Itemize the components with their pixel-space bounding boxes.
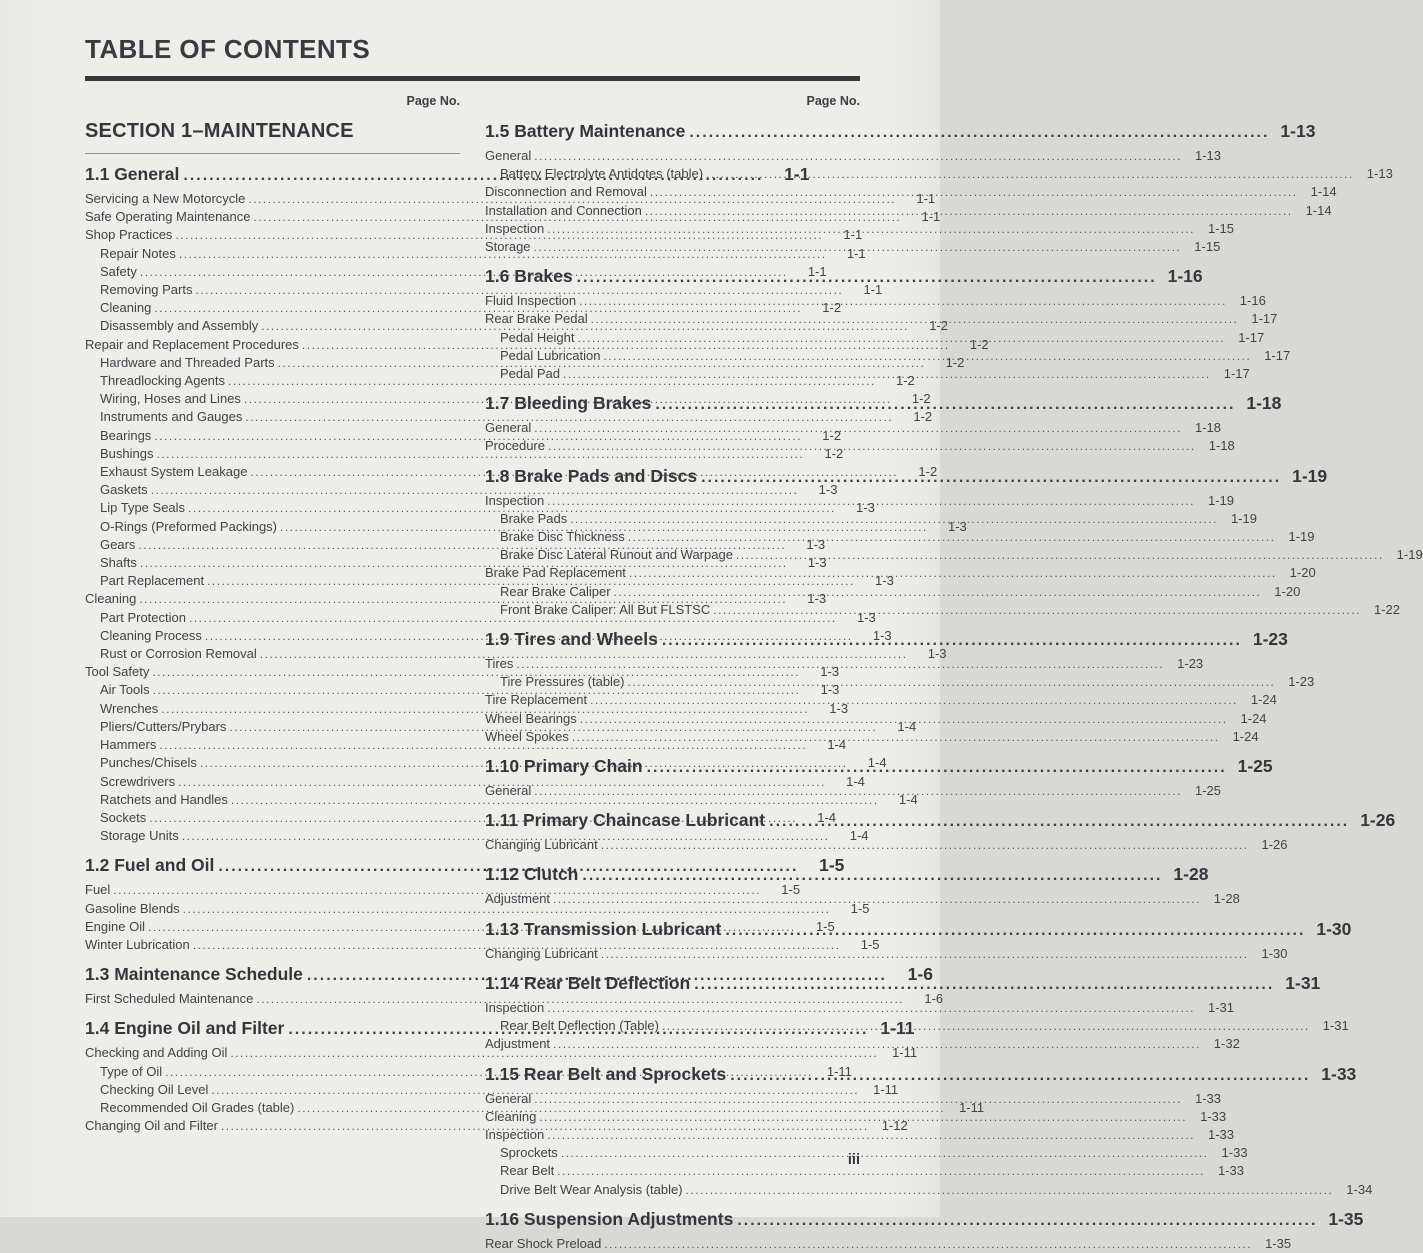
toc-entry-label: Front Brake Caliper: All But FLSTSC [500,601,711,617]
toc-entry-page: 1-25 [1194,783,1222,799]
toc-entry-page: 1-2 [929,318,948,334]
toc-entry [485,673,1315,691]
toc-entry [485,147,1222,165]
toc-entry [85,281,883,299]
toc-entry-label: Brake Pad Replacement [485,565,626,581]
toc-block-title: 1.7 Bleeding Brakes [485,393,652,414]
toc-block-heading [485,1063,1357,1087]
toc-column-right [485,94,1423,1253]
toc-block-page: 1-18 [1246,393,1282,414]
toc-entry-page: 1-11 [826,1063,852,1079]
toc-entry [85,408,933,426]
toc-entry-page: 1-4 [846,773,865,789]
toc-entry-page: 1-20 [1289,565,1316,581]
toc-block-title: 1.8 Brake Pads and Discs [485,465,698,486]
dot-leader [650,183,1298,201]
dot-leader [614,583,1262,601]
toc-entry-label: Fluid Inspection [485,293,577,309]
toc-block-page: 1-33 [1321,1063,1357,1084]
toc-block-page: 1-25 [1237,756,1273,777]
dot-leader [706,165,1354,183]
toc-entry-page: 1-17 [1264,347,1291,363]
toc-entry-page: 1-1 [843,227,863,243]
toc-entry [485,419,1222,437]
toc-columns [85,94,1423,1253]
toc-entry-page: 1-2 [822,300,842,316]
toc-entry-page: 1-4 [898,791,918,807]
toc-entry-page: 1-33 [1221,1145,1248,1161]
dot-leader [553,890,1201,908]
dot-leader [534,147,1182,165]
toc-entry-label: Inspection [485,492,545,508]
toc-block-heading [485,120,1316,144]
toc-entry-label: Brake Disc Lateral Runout and Warpage [500,547,733,563]
toc-entry-page: 1-2 [913,409,933,425]
toc-entry-page: 1-23 [1288,674,1315,690]
toc-entry-label: Type of Oil [100,1063,163,1079]
toc-block-page: 1-28 [1173,864,1209,885]
dot-leader [557,1162,1205,1180]
toc-entry-page: 1-33 [1194,1090,1222,1106]
toc-entry-label: Air Tools [100,682,150,698]
toc-entry-label: Exhaust System Leakage [100,464,248,480]
toc-entry-label: Tire Pressures (table) [500,674,625,690]
toc-entry-page: 1-5 [860,936,880,952]
dot-leader [572,728,1220,746]
toc-entry-page: 1-16 [1239,293,1266,309]
toc-entry [485,546,1423,564]
toc-entry [485,202,1332,220]
dot-leader [689,120,1269,144]
toc-entry-page: 1-35 [1265,1235,1292,1251]
toc-entry-label: Hammers [100,737,157,753]
toc-entry-page: 1-24 [1240,710,1267,726]
toc-entry [485,238,1221,256]
dot-leader [534,1090,1182,1108]
dot-leader [725,918,1305,942]
toc-entry-page: 1-1 [846,245,866,261]
toc-entry-label: Storage Units [100,828,179,844]
toc-entry-page: 1-3 [856,609,876,625]
toc-entry-label: Changing Oil and Filter [85,1118,218,1134]
toc-entry-page: 1-2 [896,373,915,389]
toc-entry-label: Pedal Lubrication [500,347,601,363]
toc-entry [85,900,870,918]
dot-leader [547,1126,1195,1144]
toc-entry-page: 1-2 [969,336,989,352]
toc-entry-label: Sockets [100,809,147,825]
toc-entry-label: Part Protection [100,609,186,625]
toc-entry-page: 1-1 [807,263,827,279]
dot-leader [547,999,1195,1017]
dot-leader [601,836,1249,854]
dot-leader [645,202,1293,220]
toc-entry-label: First Scheduled Maintenance [85,991,254,1007]
toc-entry-page: 1-24 [1232,728,1259,744]
toc-entry-label: Shop Practices [85,227,173,243]
dot-leader [686,1181,1334,1199]
toc-block-heading [485,265,1203,289]
toc-entry-page: 1-32 [1213,1036,1240,1052]
toc-entry-page: 1-13 [1194,148,1222,163]
toc-block-page: 1-35 [1328,1208,1364,1229]
toc-entry-label: Servicing a New Motorcycle [85,191,246,206]
toc-entry-label: Gears [100,536,136,552]
toc-entry-page: 1-19 [1396,547,1423,563]
toc-entry-label: Changing Lubricant [485,837,598,853]
toc-block [485,120,1393,256]
toc-block-title: 1.1 General [85,164,180,184]
dot-leader [570,510,1218,528]
toc-block-title: 1.9 Tires and Wheels [485,629,658,650]
toc-entry-label: Gaskets [100,482,148,498]
toc-entry [485,691,1277,709]
toc-block-title: 1.2 Fuel and Oil [85,855,215,876]
page-no-label: Page No. [406,94,460,108]
dot-leader [655,392,1235,416]
folio-page-number: iii [847,1152,860,1168]
toc-block-title: 1.4 Engine Oil and Filter [85,1018,285,1039]
toc-block-heading [485,1208,1364,1232]
toc-entry-label: Inspection [485,999,545,1015]
toc-entry-page: 1-3 [872,627,892,643]
toc-block-page: 1-1 [784,164,810,184]
toc-entry-page: 1-2 [918,464,938,480]
toc-entry-page: 1-4 [817,809,837,825]
toc-entry-label: Installation and Connection [485,202,642,218]
toc-entry-page: 1-1 [863,282,883,298]
dot-leader [730,1063,1310,1087]
toc-entry-label: Checking and Adding Oil [85,1045,228,1061]
toc-entry-label: Hardware and Threaded Parts [100,354,275,370]
dot-leader [647,755,1227,779]
toc-entry-page: 1-3 [829,700,849,716]
dot-leader [603,347,1251,365]
dot-leader [591,310,1239,328]
toc-entry [485,528,1315,546]
toc-entry-label: Pliers/Cutters/Prybars [100,718,227,734]
dot-leader [662,628,1242,652]
toc-entry-page: 1-23 [1177,656,1204,672]
toc-entry-page: 1-4 [897,718,917,734]
dot-leader [662,1017,1310,1035]
toc-block-page: 1-30 [1316,918,1352,939]
toc-entry-label: Disassembly and Assembly [100,318,259,334]
dot-leader [516,655,1164,673]
toc-entry-page: 1-3 [807,555,827,571]
dot-leader [628,528,1276,546]
toc-entry-label: Cleaning [85,591,137,607]
toc-entry-page: 1-2 [911,391,931,407]
dot-leader [694,972,1274,996]
toc-entry [485,1162,1244,1180]
toc-entry-label: Cleaning [100,300,152,316]
toc-entry-label: General [485,1090,532,1106]
toc-entry-label: Ratchets and Handles [100,791,228,807]
toc-entry-page: 1-22 [1373,601,1401,617]
toc-block-title: 1.6 Brakes [485,266,573,287]
toc-entry [485,1144,1248,1162]
dot-leader [604,1235,1252,1253]
toc-entry-label: Rear Brake Caliper [500,583,611,599]
toc-entry-page: 1-3 [927,646,947,662]
toc-entry-page: 1-18 [1208,438,1235,454]
toc-entry-page: 1-30 [1261,945,1288,961]
dot-leader [539,1108,1187,1126]
toc-entry [485,1181,1373,1199]
toc-entry-page: 1-2 [945,354,965,370]
toc-entry-page: 1-15 [1194,239,1221,255]
toc-entry-label: Pedal Pad [500,366,560,382]
toc-entry-page: 1-19 [1208,492,1235,508]
toc-entry-page: 1-14 [1305,202,1332,218]
dot-leader [628,673,1276,691]
toc-block-title: 1.12 Clutch [485,864,579,885]
toc-entry-label: Repair and Replacement Procedures [85,336,299,352]
dot-leader [590,691,1238,709]
toc-entry-page: 1-18 [1194,420,1222,436]
dot-leader [769,809,1349,833]
toc-entry-label: Safe Operating Maintenance [85,209,251,225]
dot-leader [577,329,1225,347]
toc-entry-label: Sprockets [500,1145,558,1161]
toc-entry-page: 1-3 [806,536,826,552]
toc-entry-label: Part Replacement [100,573,205,589]
dot-leader [580,710,1228,728]
toc-entry-page: 1-4 [867,755,887,771]
section-heading: SECTION 1–MAINTENANCE [85,120,460,154]
toc-entry-page: 1-31 [1208,999,1235,1015]
toc-entry-page: 1-17 [1223,366,1250,382]
toc-entry-page: 1-4 [827,737,847,753]
toc-block-page: 1-31 [1285,972,1321,993]
dot-leader [534,419,1182,437]
toc-entry-label: Lip Type Seals [100,500,186,516]
toc-entry-page: 1-33 [1200,1108,1227,1124]
toc-block-page: 1-26 [1360,810,1396,831]
dot-leader [563,365,1211,383]
dot-leader [553,1035,1201,1053]
toc-block-page: 1-13 [1280,121,1316,141]
title-rule [85,76,860,81]
toc-entry [85,645,947,663]
toc-entry [485,183,1337,201]
toc-entry-label: Storage [485,239,531,255]
toc-entry-page: 1-3 [947,518,967,534]
toc-entry-label: General [485,148,532,163]
toc-block-page: 1-6 [907,964,933,985]
toc-entry-label: Screwdrivers [100,773,176,789]
toc-block-heading [485,863,1209,887]
toc-entry-label: Tire Replacement [485,692,588,708]
toc-entry [485,292,1266,310]
toc-entry [485,728,1259,746]
toc-entry [485,220,1235,238]
dot-leader [713,601,1361,619]
toc-entry [485,583,1301,601]
toc-entry-label: Wrenches [100,700,159,716]
toc-entry [485,655,1204,673]
toc-entry-label: Wheel Spokes [485,728,569,744]
toc-block-page: 1-11 [880,1018,915,1039]
toc-entry-label: Repair Notes [100,245,176,261]
dot-leader [547,492,1195,510]
dot-leader [548,437,1196,455]
toc-entry-page: 1-17 [1238,329,1265,345]
toc-entry-label: Fuel [85,882,111,898]
dot-leader [534,238,1182,256]
toc-entry-label: Inspection [485,220,545,236]
dot-leader [736,546,1384,564]
toc-entry-label: Checking Oil Level [100,1081,209,1097]
toc-entry-page: 1-4 [849,828,869,844]
toc-entry-page: 1-11 [892,1045,918,1061]
toc-entry-page: 1-34 [1346,1181,1373,1197]
toc-entry-page: 1-26 [1261,837,1288,853]
toc-entry-label: Punches/Chisels [100,755,197,771]
toc-entry-label: Rear Brake Pedal [485,311,588,327]
toc-entry-label: Adjustment [485,1036,551,1052]
toc-block-page: 1-5 [819,855,845,876]
toc-entry-label: Cleaning Process [100,627,202,643]
toc-entry-page: 1-11 [959,1099,985,1115]
toc-entry-label: Safety [100,263,137,279]
toc-entry-label: Inspection [485,1126,545,1142]
toc-entry-label: Tires [485,656,514,672]
toc-entry-page: 1-28 [1213,891,1240,907]
toc-entry-label: Rear Shock Preload [485,1235,602,1251]
toc-entry-label: Wheel Bearings [485,710,577,726]
toc-entry-label: Winter Lubrication [85,936,190,952]
toc-entry-label: Shafts [100,555,137,571]
toc-entry-page: 1-31 [1322,1018,1349,1034]
toc-block-page: 1-23 [1252,629,1288,650]
toc-entry-page: 1-1 [916,191,936,206]
toc-entry-label: Tool Safety [85,664,150,680]
toc-block-heading [485,809,1396,833]
toc-entry-page: 1-20 [1274,583,1301,599]
toc-block-title: 1.14 Rear Belt Deflection [485,972,691,993]
toc-entry-label: Procedure [485,438,545,454]
toc-entry-label: O-Rings (Preformed Packings) [100,518,277,534]
toc-block [485,1208,1364,1253]
toc-block-heading [485,918,1352,942]
toc-entry-page: 1-13 [1366,166,1393,182]
toc-entry-page: 1-33 [1208,1126,1235,1142]
toc-entry-label: Battery Electrolyte Antidotes (table) [500,166,704,182]
toc-entry-page: 1-19 [1288,529,1315,545]
toc-entry-label: Bearings [100,427,152,443]
toc-entry-page: 1-11 [873,1081,899,1097]
dot-leader [577,265,1157,289]
toc-entry-label: Instruments and Gauges [100,409,243,425]
toc-block-title: 1.16 Suspension Adjustments [485,1208,734,1229]
toc-entry-label: Cleaning [485,1108,537,1124]
toc-entry [485,945,1288,963]
toc-entry-page: 1-2 [822,427,842,443]
toc-entry-label: General [485,783,532,799]
dot-leader [547,220,1195,238]
dot-leader [579,292,1227,310]
toc-entry-label: Pedal Height [500,329,575,345]
toc-block-page: 1-19 [1292,465,1328,486]
toc-entry-label: Rear Belt [500,1163,555,1179]
dot-leader [561,1144,1209,1162]
toc-entry-label: Brake Disc Thickness [500,529,625,545]
toc-entry-label: General [485,420,532,436]
dot-leader [582,863,1162,887]
toc-entry-page: 1-6 [924,991,944,1007]
toc-entry-label: Engine Oil [85,918,145,934]
toc-entry-label: Brake Pads [500,510,568,526]
toc-entry-label: Wiring, Hoses and Lines [100,391,241,407]
toc-entry-page: 1-3 [818,482,838,498]
toc-entry-label: Rear Belt Deflection (Table) [500,1018,659,1034]
toc-entry-page: 1-19 [1230,510,1257,526]
toc-entry [485,1235,1292,1253]
toc-entry-label: Recommended Oil Grades (table) [100,1099,295,1115]
toc-entry-page: 1-3 [875,573,894,589]
toc-entry [485,165,1393,183]
toc-entry-page: 1-17 [1251,311,1278,327]
toc-entry-label: Threadlocking Agents [100,373,226,389]
toc-block-title: 1.10 Primary Chain [485,756,643,777]
toc-block-title: 1.15 Rear Belt and Sprockets [485,1063,727,1084]
toc-entry-page: 1-24 [1250,692,1277,708]
toc-entry-page: 1-5 [850,900,870,916]
toc-block-title: 1.11 Primary Chaincase Lubricant [485,810,766,831]
toc-entry-label: Removing Parts [100,282,193,298]
toc-entry-page: 1-15 [1208,220,1235,236]
dot-leader [737,1208,1317,1232]
toc-entry [485,437,1235,455]
dot-leader [601,945,1249,963]
toc-entry-label: Adjustment [485,891,551,907]
toc-entry-page: 1-5 [815,918,835,934]
dot-leader [534,782,1182,800]
toc-entry-label: Disconnection and Removal [485,184,647,200]
page-no-label: Page No. [806,94,860,108]
toc-entry-page: 1-2 [824,445,844,461]
toc-entry-page: 1-3 [820,682,840,698]
toc-entry-label: Bushings [100,445,154,461]
toc-entry-page: 1-1 [921,209,941,225]
toc-entry-page: 1-5 [781,882,801,898]
dot-leader [701,465,1281,489]
toc-block-title: 1.13 Transmission Lubricant [485,918,722,939]
toc-entry-label: Changing Lubricant [485,945,598,961]
toc-entry-page: 1-3 [820,664,840,680]
toc-entry-page: 1-14 [1310,184,1337,200]
toc-block [485,809,1396,854]
toc-block-title: 1.3 Maintenance Schedule [85,964,303,985]
toc-entry-page: 1-33 [1217,1163,1244,1179]
toc-block-page: 1-16 [1167,266,1203,287]
page-title: TABLE OF CONTENTS [85,34,371,64]
toc-entry-page: 1-12 [881,1118,908,1134]
toc-block-title: 1.5 Battery Maintenance [485,121,686,141]
toc-entry-page: 1-3 [807,591,827,607]
toc-entry-label: Drive Belt Wear Analysis (table) [500,1181,683,1197]
toc-entry [85,481,838,499]
toc-entry-label: Rust or Corrosion Removal [100,646,257,662]
dot-leader [629,564,1277,582]
toc-entry-label: Gasoline Blends [85,900,180,916]
toc-entry-page: 1-3 [856,500,875,516]
